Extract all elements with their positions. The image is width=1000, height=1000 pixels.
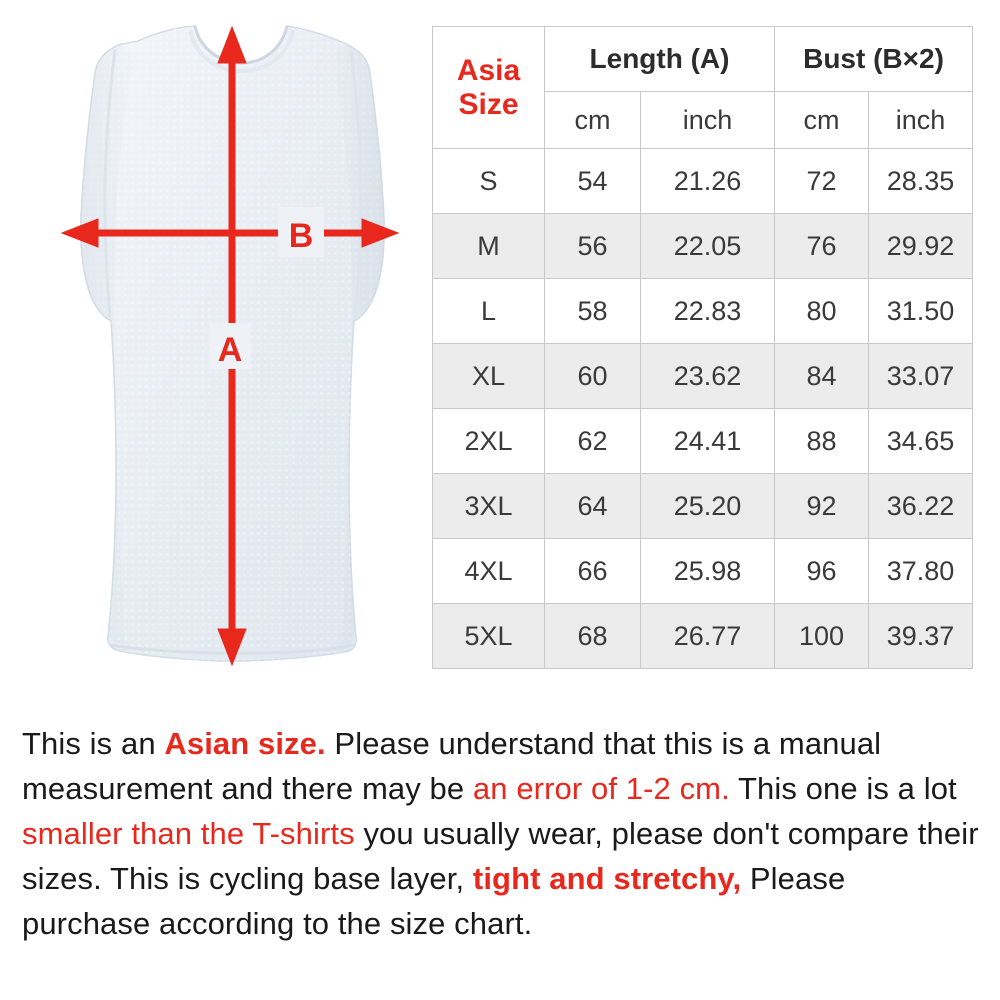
cell-bust-inch: 39.37 [869, 604, 973, 669]
cell-bust-inch: 33.07 [869, 344, 973, 409]
cell-length-cm: 68 [545, 604, 641, 669]
garment-diagram-panel [0, 0, 430, 680]
cell-length-cm: 60 [545, 344, 641, 409]
cell-size: XL [433, 344, 545, 409]
cell-bust-cm: 76 [775, 214, 869, 279]
note-segment-7: you usually wear, please don't compare their sizes. This is cycling base layer, [22, 816, 979, 896]
cell-length-inch: 22.05 [641, 214, 775, 279]
cell-bust-inch: 37.80 [869, 539, 973, 604]
cell-size: 4XL [433, 539, 545, 604]
cell-size: 2XL [433, 409, 545, 474]
cell-size: S [433, 149, 545, 214]
cell-size: 5XL [433, 604, 545, 669]
cell-bust-inch: 29.92 [869, 214, 973, 279]
cell-bust-inch: 28.35 [869, 149, 973, 214]
table-row [433, 149, 973, 214]
note-segment-5: This one is a lot [729, 771, 957, 806]
cell-bust-inch: 31.50 [869, 279, 973, 344]
header-length: Length (A) [545, 27, 775, 92]
header-asia-size [433, 27, 545, 149]
cell-bust-inch: 36.22 [869, 474, 973, 539]
note-asian-size-emphasis: Asian size. [164, 726, 326, 761]
cell-length-inch: 24.41 [641, 409, 775, 474]
cell-length-cm: 66 [545, 539, 641, 604]
cell-length-cm: 62 [545, 409, 641, 474]
cell-bust-cm: 84 [775, 344, 869, 409]
note-segment-1: This is an [22, 726, 165, 761]
cell-bust-cm: 72 [775, 149, 869, 214]
bust-arrow-head-left [62, 219, 98, 247]
cell-bust-cm: 96 [775, 539, 869, 604]
size-table-container [432, 26, 972, 669]
cell-length-inch: 21.26 [641, 149, 775, 214]
header-asia-line2: Size [458, 87, 519, 121]
cell-length-inch: 25.98 [641, 539, 775, 604]
header-length-cm: cm [545, 92, 641, 149]
table-row [433, 344, 973, 409]
length-arrow-head-top [218, 27, 246, 63]
label-a: A [217, 331, 243, 369]
cell-length-inch: 25.20 [641, 474, 775, 539]
table-header-row-1 [433, 27, 973, 92]
note-tight-stretchy-emphasis: tight and stretchy, [472, 861, 742, 896]
size-note-paragraph [22, 721, 982, 946]
table-row [433, 279, 973, 344]
note-error-emphasis: an error of 1-2 cm. [472, 771, 730, 806]
note-segment-9: Please purchase according to the size chart. [22, 861, 846, 941]
table-row [433, 214, 973, 279]
header-bust: Bust (B×2) [775, 27, 973, 92]
size-table [432, 26, 973, 669]
note-segment-3: Please understand that this is a manual measurement and there may be [22, 726, 882, 806]
cell-size: 3XL [433, 474, 545, 539]
cell-length-cm: 64 [545, 474, 641, 539]
cell-bust-cm: 92 [775, 474, 869, 539]
cell-length-cm: 54 [545, 149, 641, 214]
cell-size: L [433, 279, 545, 344]
header-bust-inch: inch [869, 92, 973, 149]
cell-bust-cm: 88 [775, 409, 869, 474]
table-row [433, 539, 973, 604]
label-b: B [288, 217, 314, 255]
note-smaller-emphasis: smaller than the T-shirts [22, 816, 355, 851]
table-row [433, 474, 973, 539]
header-bust-cm: cm [775, 92, 869, 149]
table-row [433, 604, 973, 669]
cell-length-inch: 22.83 [641, 279, 775, 344]
cell-length-inch: 23.62 [641, 344, 775, 409]
cell-bust-cm: 80 [775, 279, 869, 344]
cell-length-cm: 56 [545, 214, 641, 279]
cell-length-inch: 26.77 [641, 604, 775, 669]
cell-bust-inch: 34.65 [869, 409, 973, 474]
table-row [433, 409, 973, 474]
header-asia-line1: Asia [456, 53, 521, 87]
cell-bust-cm: 100 [775, 604, 869, 669]
cell-length-cm: 58 [545, 279, 641, 344]
garment-illustration [10, 5, 420, 675]
header-length-inch: inch [641, 92, 775, 149]
cell-size: M [433, 214, 545, 279]
